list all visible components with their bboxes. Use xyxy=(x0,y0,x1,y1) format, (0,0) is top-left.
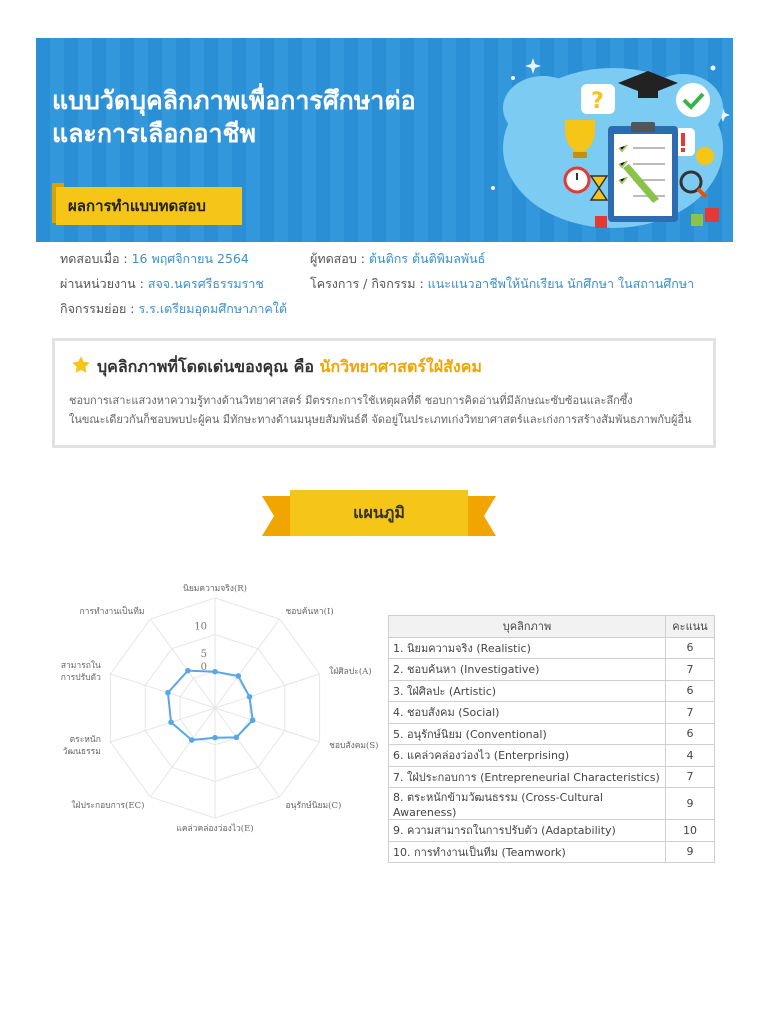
sub-activity: กิจกรรมย่อย : ร.ร.เตรียมอุดมศึกษาภาคใต้ xyxy=(60,301,287,316)
score-column-header: คะแนน xyxy=(666,616,715,638)
score-cell: 7 xyxy=(666,766,715,788)
table-row xyxy=(389,637,715,659)
radar-scale-label: 5 xyxy=(200,649,207,660)
personality-type: นักวิทยาศาสตร์ใฝ่สังคม xyxy=(319,357,482,376)
scores-table xyxy=(388,615,715,863)
radar-category-label: นิยมความจริง(R) xyxy=(183,584,247,594)
radar-category-label: ใฝ่ประกอบการ(EC) xyxy=(71,801,145,812)
trait-cell: 10. การทำงานเป็นทีม (Teamwork) xyxy=(389,841,666,863)
table-row xyxy=(389,820,715,842)
title-line-2: และการเลือกอาชีพ xyxy=(52,119,256,148)
radar-spoke xyxy=(215,708,280,797)
table-row xyxy=(389,723,715,745)
trait-cell: 6. แคล่วคล่องว่องไว (Enterprising) xyxy=(389,745,666,767)
trait-cell: 8. ตระหนักข้ามวัฒนธรรม (Cross-Cultural Awareness) xyxy=(389,788,666,820)
radar-series-line xyxy=(168,671,253,740)
radar-data-point xyxy=(234,735,240,741)
radar-spoke xyxy=(150,708,215,797)
chart-section-ribbon xyxy=(262,490,496,540)
radar-data-point xyxy=(212,669,218,675)
trait-cell: 4. ชอบสังคม (Social) xyxy=(389,702,666,724)
trait-cell: 1. นิยมความจริง (Realistic) xyxy=(389,637,666,659)
chart-section-title: แผนภูมิ xyxy=(290,490,468,536)
radar-data-point xyxy=(168,719,174,725)
table-row xyxy=(389,680,715,702)
radar-data-point xyxy=(247,694,253,700)
score-cell: 6 xyxy=(666,723,715,745)
table-row xyxy=(389,659,715,681)
radar-data-point xyxy=(250,717,256,723)
trait-cell: 2. ชอบค้นหา (Investigative) xyxy=(389,659,666,681)
project: โครงการ / กิจกรรม : แนะแนวอาชีพให้นักเรียน นักศึกษา ในสถานศึกษา xyxy=(310,276,695,291)
radar-spoke xyxy=(110,674,215,708)
page-title xyxy=(52,84,416,150)
test-date: ทดสอบเมื่อ : 16 พฤศจิกายน 2564 xyxy=(60,251,249,266)
radar-chart xyxy=(50,584,380,842)
trait-column-header: บุคลิกภาพ xyxy=(389,616,666,638)
score-cell: 6 xyxy=(666,680,715,702)
radar-data-point xyxy=(235,673,241,679)
score-cell: 7 xyxy=(666,659,715,681)
radar-spoke xyxy=(110,708,215,742)
radar-spoke xyxy=(215,674,320,708)
education-illustration xyxy=(473,38,733,242)
radar-data-point xyxy=(185,668,191,674)
title-line-1: แบบวัดบุคลิกภาพเพื่อการศึกษาต่อ xyxy=(52,86,416,115)
trait-cell: 7. ใฝ่ประกอบการ (Entrepreneurial Characteristics) xyxy=(389,766,666,788)
radar-category-label: การทำงานเป็นทีม xyxy=(79,606,145,617)
score-cell: 4 xyxy=(666,745,715,767)
agency: ผ่านหน่วยงาน : สจจ.นครศรีธรรมราช xyxy=(60,276,264,291)
radar-data-point xyxy=(165,690,171,696)
radar-category-label: อนุรักษ์นิยม(C) xyxy=(285,801,342,812)
score-cell: 6 xyxy=(666,637,715,659)
score-cell: 10 xyxy=(666,820,715,842)
trait-cell: 3. ใฝ่ศิลปะ (Artistic) xyxy=(389,680,666,702)
svg-text:?: ? xyxy=(591,89,604,114)
highlight-headline: บุคลิกภาพที่โดดเด่นของคุณ คือ นักวิทยาศาสตร์ใฝ่สังคม xyxy=(71,355,482,380)
table-row xyxy=(389,766,715,788)
score-cell: 7 xyxy=(666,702,715,724)
result-label: ผลการทำแบบทดสอบ xyxy=(56,187,242,225)
highlight-description: ชอบการเสาะแสวงหาความรู้ทางด้านวิทยาศาสตร์ มีตรรกะการใช้เหตุผลที่ดี ชอบการคิดอ่านที่มีลักษณะซับซ้อนและลึกซึ้ง ในขณะเดียวกันก็ชอบพบปะผู้คน มีทักษะทางด้านมนุษยสัมพันธ์ดี จัดอยู่ในประเภทเก่งวิทยาศาสตร์และเก่งการสร้างสัมพันธภาพกับผู้อื่น xyxy=(69,394,692,426)
table-row xyxy=(389,702,715,724)
score-cell: 9 xyxy=(666,841,715,863)
radar-category-label: ใฝ่ศิลปะ(A) xyxy=(329,666,372,677)
tester: ผู้ทดสอบ : ต้นติกร ต้นติพิมลพันธ์ xyxy=(310,251,486,266)
radar-scale-label: 0 xyxy=(200,661,207,673)
radar-category-label: ตระหนักวัฒนธรรม xyxy=(62,735,101,758)
radar-category-label: สามารถในการปรับตัว xyxy=(60,660,101,683)
radar-scale-label: 10 xyxy=(194,621,207,633)
trait-cell: 5. อนุรักษ์นิยม (Conventional) xyxy=(389,723,666,745)
table-row xyxy=(389,841,715,863)
radar-category-label: แคล่วคล่องว่องไว(E) xyxy=(176,824,254,834)
radar-data-point xyxy=(189,737,195,743)
score-cell: 9 xyxy=(666,788,715,820)
table-row xyxy=(389,788,715,820)
radar-data-point xyxy=(212,735,218,741)
star-icon xyxy=(71,355,91,375)
table-row xyxy=(389,745,715,767)
radar-category-label: ชอบค้นหา(I) xyxy=(285,606,334,617)
trait-cell: 9. ความสามารถในการปรับตัว (Adaptability) xyxy=(389,820,666,842)
radar-category-label: ชอบสังคม(S) xyxy=(329,741,379,752)
highlight-card xyxy=(52,338,716,448)
